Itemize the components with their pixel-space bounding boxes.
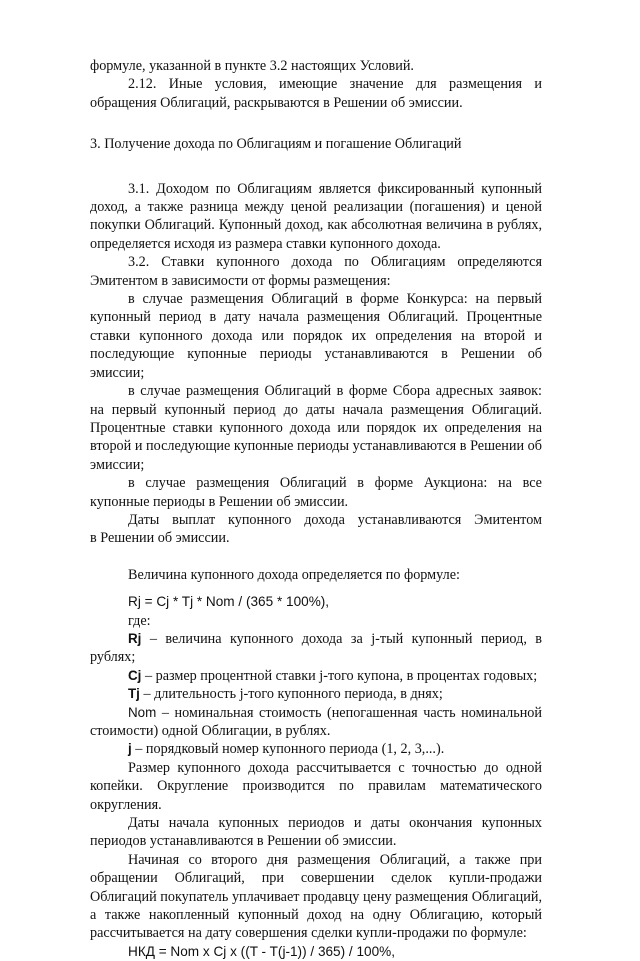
paragraph-3-2: 3.2. Ставки купонного дохода по Облигациям определяются Эмитентом в зависимости от формы размещения: bbox=[90, 254, 542, 289]
paragraph-3-1: 3.1. Доходом по Облигациям является фиксированный купонный доход, а также разница между ценой реализации (погашения) и ценой покупки Облигаций. Купонный доход, как абсолютная величина в рублях, определяется исходя из размера ставки купонного дохода. bbox=[90, 180, 542, 252]
definition-nom bbox=[90, 704, 542, 741]
symbol-nom: Nom bbox=[128, 704, 157, 720]
definition-j-text: – порядковый номер купонного периода (1, 2, 3,...). bbox=[131, 741, 445, 758]
paragraph-coupon-dates-cont: в Решении об эмиссии. bbox=[90, 530, 230, 547]
definition-cj bbox=[90, 667, 542, 685]
paragraph-sbor: в случае размещения Облигаций в форме Сбора адресных заявок: на первый купонный период до даты начала размещения Облигаций. Процентные ставки купонного дохода или порядок их определения на второй и последующие купонные периоды устанавливаются в Решении об эмиссии; bbox=[90, 383, 542, 473]
definition-nom-text: – номинальная стоимость (непогашенная часть номинальной стоимости) одной Облигации, в рублях. bbox=[90, 704, 542, 739]
symbol-tj: Tj bbox=[128, 686, 140, 702]
symbol-cj: Cj bbox=[128, 667, 142, 683]
paragraph-rounding: Размер купонного дохода рассчитывается с точностью до одной копейки. Округление производится по правилам математического округления. bbox=[90, 759, 542, 813]
nkd-formula: НКД = Nom x Cj x ((T - T(j-1)) / 365) / 100%, bbox=[128, 943, 396, 959]
symbol-j: j bbox=[128, 741, 132, 757]
continued-paragraph: формуле, указанной в пункте 3.2 настоящих Условий. bbox=[90, 58, 414, 74]
paragraph-2-12: 2.12. Иные условия, имеющие значение для размещения и обращения Облигаций, раскрываются в Решении об эмиссии. bbox=[90, 76, 542, 111]
where-label: где: bbox=[128, 612, 151, 629]
definition-tj-text: – длительность j-того купонного периода, в днях; bbox=[139, 686, 443, 703]
paragraph-formula-intro: Величина купонного дохода определяется по формуле: bbox=[128, 566, 460, 583]
paragraph-accrued-income: Начиная со второго дня размещения Облигаций, а также при обращении Облигаций, при совершении сделок купли-продажи Облигаций покупатель уплачивает продавцу цену размещения Облигаций, а также накопленный купонный доход на одну Облигацию, который рассчитывается на дату совершения сделки купли-продажи по формуле: bbox=[90, 851, 542, 942]
definition-cj-text: – размер процентной ставки j-того купона, в процентах годовых; bbox=[141, 667, 538, 684]
definition-tj bbox=[90, 685, 542, 703]
definition-rj bbox=[90, 630, 542, 667]
symbol-rj: Rj bbox=[128, 630, 142, 646]
paragraph-coupon-dates: Даты выплат купонного дохода устанавливаются Эмитентом bbox=[128, 511, 542, 528]
definition-rj-text: – величина купонного дохода за j-тый купонный период, в рублях; bbox=[90, 630, 542, 666]
document-page bbox=[90, 57, 542, 961]
paragraph-auction: в случае размещения Облигаций в форме Аукциона: на все купонные периоды в Решении об эмиссии. bbox=[90, 475, 542, 510]
section-heading: 3. Получение дохода по Облигациям и погашение Облигаций bbox=[90, 136, 462, 153]
paragraph-period-dates: Даты начала купонных периодов и даты окончания купонных периодов устанавливаются в Решении об эмиссии. bbox=[90, 815, 542, 850]
paragraph-konkurs: в случае размещения Облигаций в форме Конкурса: на первый купонный период в дату начала размещения Облигаций. Процентные ставки купонного дохода или порядок их определения на второй и последующие купонные периоды устанавливаются в Решении об эмиссии; bbox=[90, 291, 542, 381]
coupon-formula: Rj = Cj * Tj * Nom / (365 * 100%), bbox=[128, 594, 330, 610]
definition-j bbox=[90, 740, 542, 758]
